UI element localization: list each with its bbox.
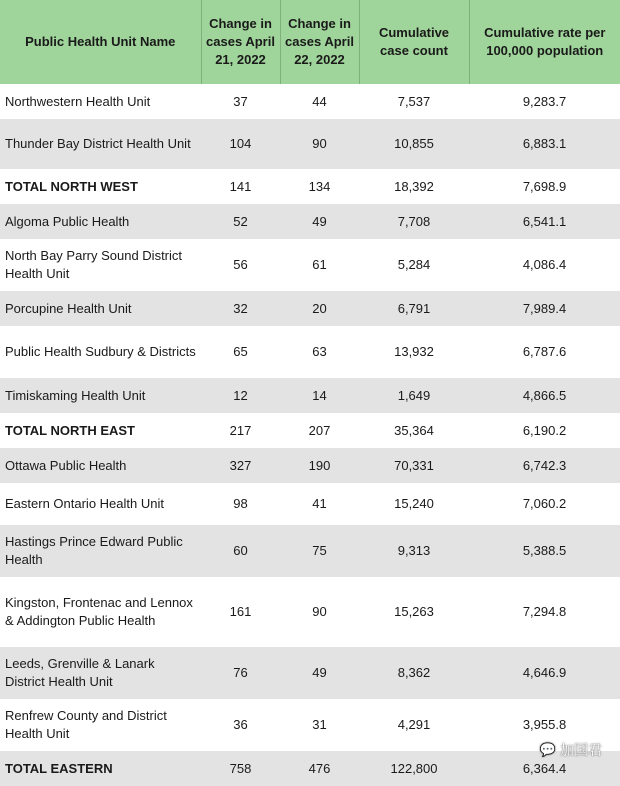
change-apr21-cell: 60 [201, 525, 280, 577]
unit-name-cell: Hastings Prince Edward Public Health [0, 525, 201, 577]
table-row [0, 239, 620, 291]
change-apr21-cell: 327 [201, 448, 280, 483]
change-apr22-cell: 63 [280, 326, 359, 378]
cumulative-count-cell: 8,362 [359, 647, 469, 699]
change-apr21-cell: 98 [201, 483, 280, 525]
header-unit-name: Public Health Unit Name [0, 0, 201, 84]
change-apr22-cell: 61 [280, 239, 359, 291]
cumulative-count-cell: 7,708 [359, 204, 469, 239]
header-change-apr22: Change in cases April 22, 2022 [280, 0, 359, 84]
header-cumulative-count: Cumulative case count [359, 0, 469, 84]
total-row [0, 169, 620, 204]
cumulative-rate-cell: 6,742.3 [469, 448, 620, 483]
unit-name-cell: Algoma Public Health [0, 204, 201, 239]
cumulative-count-cell: 9,313 [359, 525, 469, 577]
table-row [0, 647, 620, 699]
change-apr21-cell: 12 [201, 378, 280, 413]
unit-name-cell: Eastern Ontario Health Unit [0, 483, 201, 525]
change-apr21-cell: 56 [201, 239, 280, 291]
header-change-apr21: Change in cases April 21, 2022 [201, 0, 280, 84]
unit-name-cell: TOTAL EASTERN [0, 751, 201, 786]
total-row [0, 751, 620, 786]
cumulative-count-cell: 15,240 [359, 483, 469, 525]
change-apr21-cell: 104 [201, 119, 280, 169]
table-row [0, 326, 620, 378]
unit-name-cell: Ottawa Public Health [0, 448, 201, 483]
unit-name-cell: Leeds, Grenville & Lanark District Health Unit [0, 647, 201, 699]
unit-name-cell: Northwestern Health Unit [0, 84, 201, 119]
change-apr21-cell: 141 [201, 169, 280, 204]
change-apr22-cell: 90 [280, 119, 359, 169]
unit-name-cell: North Bay Parry Sound District Health Unit [0, 239, 201, 291]
change-apr22-cell: 476 [280, 751, 359, 786]
cumulative-rate-cell: 9,283.7 [469, 84, 620, 119]
unit-name-cell: Porcupine Health Unit [0, 291, 201, 326]
cumulative-rate-cell: 7,989.4 [469, 291, 620, 326]
wechat-icon: 💬 [539, 742, 556, 757]
header-cumulative-rate: Cumulative rate per 100,000 population [469, 0, 620, 84]
table-row [0, 483, 620, 525]
cumulative-rate-cell: 4,646.9 [469, 647, 620, 699]
cumulative-rate-cell: 6,541.1 [469, 204, 620, 239]
cumulative-count-cell: 10,855 [359, 119, 469, 169]
cumulative-rate-cell: 7,698.9 [469, 169, 620, 204]
change-apr22-cell: 41 [280, 483, 359, 525]
change-apr21-cell: 76 [201, 647, 280, 699]
table-row [0, 119, 620, 169]
unit-name-cell: Renfrew County and District Health Unit [0, 699, 201, 751]
unit-name-cell: Kingston, Frontenac and Lennox & Addington Public Health [0, 577, 201, 647]
change-apr22-cell: 44 [280, 84, 359, 119]
cumulative-rate-cell: 4,086.4 [469, 239, 620, 291]
cumulative-rate-cell: 6,787.6 [469, 326, 620, 378]
change-apr22-cell: 75 [280, 525, 359, 577]
change-apr21-cell: 36 [201, 699, 280, 751]
watermark [540, 740, 602, 760]
table-row [0, 525, 620, 577]
unit-name-cell: TOTAL NORTH EAST [0, 413, 201, 448]
table-row [0, 448, 620, 483]
cumulative-count-cell: 6,791 [359, 291, 469, 326]
change-apr21-cell: 161 [201, 577, 280, 647]
change-apr22-cell: 49 [280, 204, 359, 239]
cumulative-count-cell: 1,649 [359, 378, 469, 413]
cumulative-rate-cell: 6,364.4 [469, 751, 620, 786]
cumulative-count-cell: 5,284 [359, 239, 469, 291]
change-apr21-cell: 52 [201, 204, 280, 239]
cumulative-count-cell: 13,932 [359, 326, 469, 378]
cumulative-count-cell: 122,800 [359, 751, 469, 786]
unit-name-cell: TOTAL NORTH WEST [0, 169, 201, 204]
watermark-text: 加国君 [560, 742, 602, 758]
change-apr22-cell: 14 [280, 378, 359, 413]
table-row [0, 204, 620, 239]
cumulative-rate-cell: 4,866.5 [469, 378, 620, 413]
cumulative-rate-cell: 5,388.5 [469, 525, 620, 577]
cumulative-count-cell: 18,392 [359, 169, 469, 204]
change-apr22-cell: 134 [280, 169, 359, 204]
change-apr22-cell: 207 [280, 413, 359, 448]
change-apr21-cell: 217 [201, 413, 280, 448]
unit-name-cell: Thunder Bay District Health Unit [0, 119, 201, 169]
change-apr22-cell: 190 [280, 448, 359, 483]
change-apr21-cell: 758 [201, 751, 280, 786]
cumulative-rate-cell: 3,955.8 [469, 699, 620, 751]
change-apr21-cell: 65 [201, 326, 280, 378]
unit-name-cell: Public Health Sudbury & Districts [0, 326, 201, 378]
cumulative-count-cell: 4,291 [359, 699, 469, 751]
change-apr22-cell: 90 [280, 577, 359, 647]
cumulative-rate-cell: 6,883.1 [469, 119, 620, 169]
cumulative-rate-cell: 7,294.8 [469, 577, 620, 647]
change-apr21-cell: 37 [201, 84, 280, 119]
change-apr22-cell: 49 [280, 647, 359, 699]
table-row [0, 378, 620, 413]
change-apr21-cell: 32 [201, 291, 280, 326]
cumulative-count-cell: 7,537 [359, 84, 469, 119]
change-apr22-cell: 20 [280, 291, 359, 326]
table-row [0, 291, 620, 326]
cumulative-count-cell: 70,331 [359, 448, 469, 483]
table-row [0, 84, 620, 119]
unit-name-cell: Timiskaming Health Unit [0, 378, 201, 413]
cumulative-rate-cell: 6,190.2 [469, 413, 620, 448]
header-row [0, 0, 620, 84]
cumulative-rate-cell: 7,060.2 [469, 483, 620, 525]
table-row [0, 699, 620, 751]
cumulative-count-cell: 35,364 [359, 413, 469, 448]
total-row [0, 413, 620, 448]
table-row [0, 577, 620, 647]
cumulative-count-cell: 15,263 [359, 577, 469, 647]
change-apr22-cell: 31 [280, 699, 359, 751]
